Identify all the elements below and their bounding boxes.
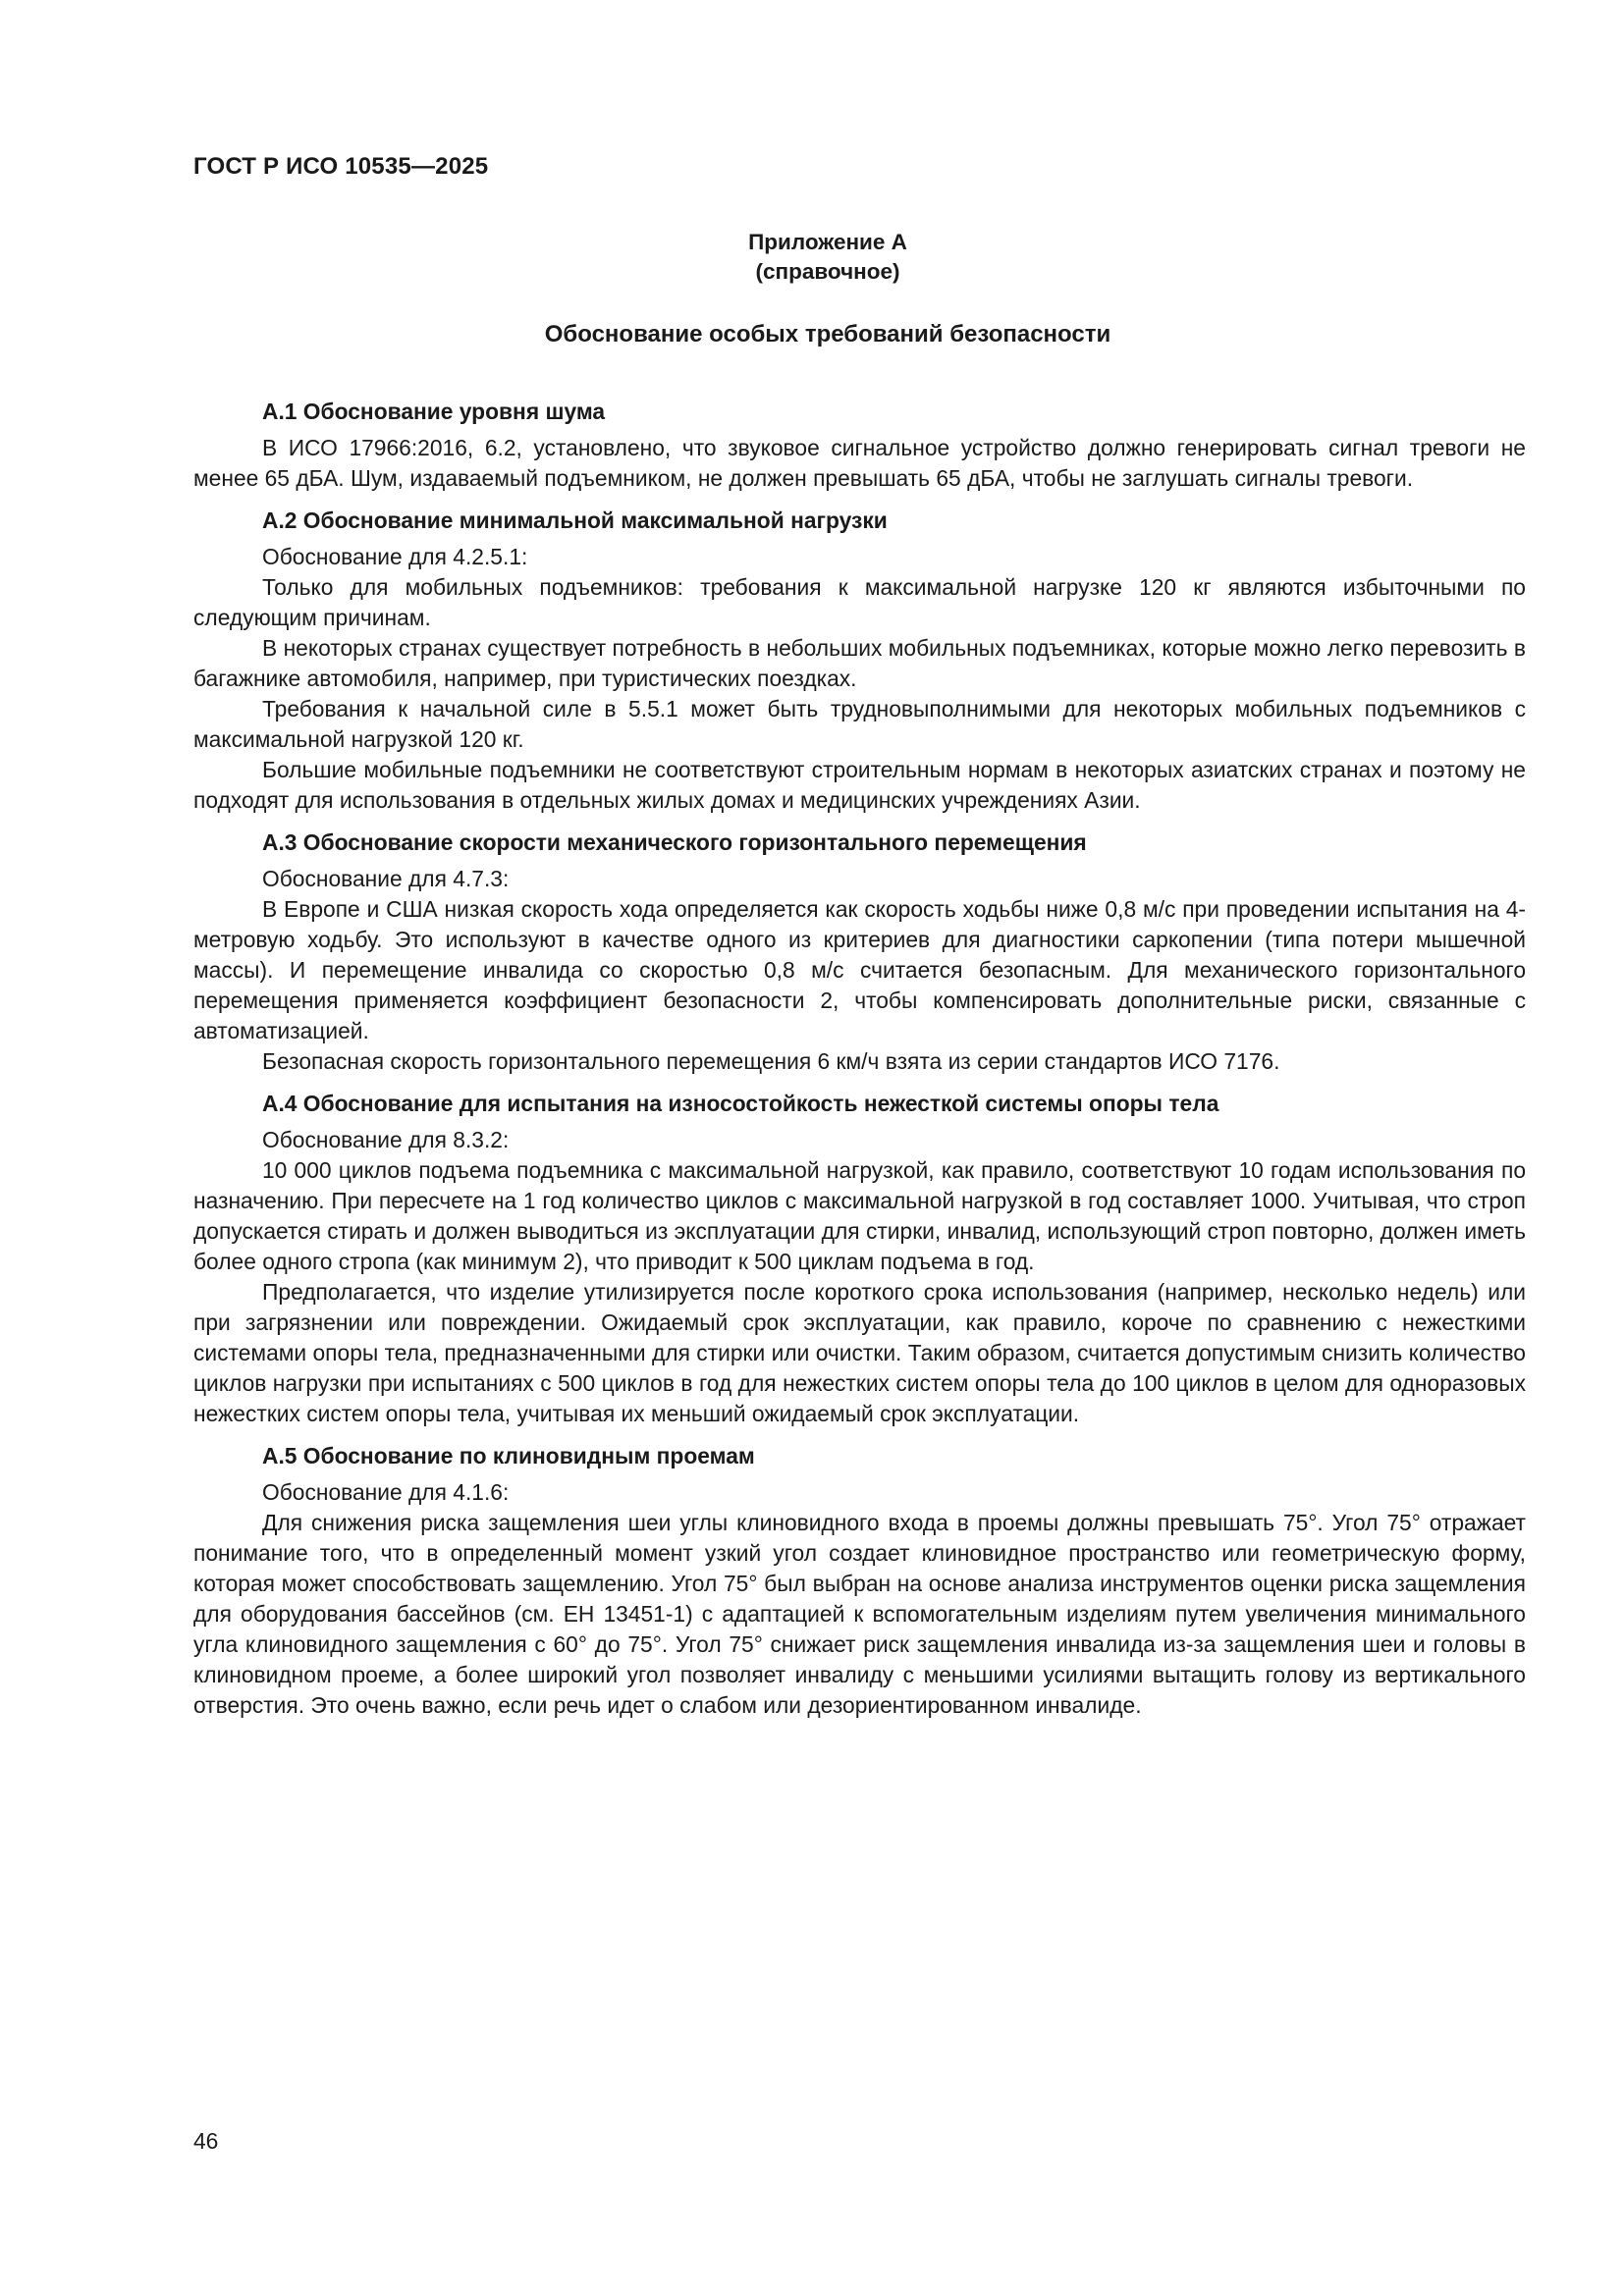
document-body xyxy=(193,397,1526,1721)
paragraph: Безопасная скорость горизонтального перемещения 6 км/ч взята из серии стандартов ИСО 7176. xyxy=(262,1048,1280,1074)
section-a2 xyxy=(193,506,1526,816)
appendix-kind: (справочное) xyxy=(755,259,900,284)
paragraph: Обоснование для 4.2.5.1: xyxy=(262,544,528,569)
section-heading: А.1 Обоснование уровня шума xyxy=(262,399,606,424)
section-heading: А.4 Обоснование для испытания на износостойкость нежесткой системы опоры тела xyxy=(262,1091,1219,1116)
paragraph: Обоснование для 4.1.6: xyxy=(262,1479,510,1505)
paragraph: В некоторых странах существует потребность в небольших мобильных подъемниках, которые можно легко перевозить в багажнике автомобиля, например, при туристических поездках. xyxy=(193,635,1526,691)
section-heading: А.3 Обоснование скорости механического горизонтального перемещения xyxy=(262,829,1087,855)
section-heading: А.5 Обоснование по клиновидным проемам xyxy=(262,1443,755,1468)
section-a1 xyxy=(193,397,1526,494)
appendix-heading: Обоснование особых требований безопасности xyxy=(544,321,1111,347)
page-number: 46 xyxy=(193,2128,219,2154)
appendix-title: Приложение А xyxy=(748,230,907,254)
paragraph: Требования к начальной силе в 5.5.1 может быть трудновыполнимыми для некоторых мобильных подъемников с максимальной нагрузкой 120 кг. xyxy=(193,696,1526,752)
section-a3 xyxy=(193,828,1526,1077)
paragraph: В Европе и США низкая скорость хода определяется как скорость ходьбы ниже 0,8 м/с при проведении испытания на 4-метровую ходьбу. Это используют в качестве одного из критериев для диагностики саркопении (типа потери мышечной массы). И перемещение инвалида со скоростью 0,8 м/с считается безопасным. Для механического горизонтального перемещения применяется коэффициент безопасности 2, чтобы компенсировать дополнительные риски, связанные с автоматизацией. xyxy=(193,896,1526,1043)
paragraph: Для снижения риска защемления шеи углы клиновидного входа в проемы должны превышать 75°. Угол 75° отражает понимание того, что в определенный момент узкий угол создает клиновидное пространство или геометрическую форму, которая может способствовать защемлению. Угол 75° был выбран на основе анализа инструментов оценки риска защемления для оборудования бассейнов (см. ЕН 13451-1) с адаптацией к вспомогательным изделиям путем увеличения минимального угла клиновидного защемления с 60° до 75°. Угол 75° снижает риск защемления инвалида из-за защемления шеи и головы в клиновидном проеме, а более широкий угол позволяет инвалиду с меньшими усилиями вытащить голову из вертикального отверстия. Это очень важно, если речь идет о слабом или дезориентированном инвалиде. xyxy=(193,1510,1526,1718)
paragraph: В ИСО 17966:2016, 6.2, установлено, что звуковое сигнальное устройство должно генерировать сигнал тревоги не менее 65 дБА. Шум, издаваемый подъемником, не должен превышать 65 дБА, чтобы не заглушать сигналы тревоги. xyxy=(193,435,1526,491)
paragraph: Обоснование для 8.3.2: xyxy=(262,1127,510,1152)
paragraph: 10 000 циклов подъема подъемника с максимальной нагрузкой, как правило, соответствуют 10 годам использования по назначению. При пересчете на 1 год количество циклов с максимальной нагрузкой в год составляет 1000. Учитывая, что строп допускается стирать и должен выводиться из эксплуатации для стирки, инвалид, использующий строп повторно, должен иметь более одного стропа (как минимум 2), что приводит к 500 циклам подъема в год. xyxy=(193,1157,1526,1274)
paragraph: Большие мобильные подъемники не соответствуют строительным нормам в некоторых азиатских странах и поэтому не подходят для использования в отдельных жилых домах и медицинских учреждениях Азии. xyxy=(193,757,1526,813)
paragraph: Предполагается, что изделие утилизируется после короткого срока использования (например, несколько недель) или при загрязнении или повреждении. Ожидаемый срок эксплуатации, как правило, короче по сравнению с нежесткими системами опоры тела, предназначенными для стирки или очистки. Таким образом, считается допустимым снизить количество циклов нагрузки при испытаниях с 500 циклов в год для нежестких систем опоры тела до 100 циклов в целом для одноразовых нежестких систем опоры тела, учитывая их меньший ожидаемый срок эксплуатации. xyxy=(193,1279,1526,1426)
document-code: ГОСТ Р ИСО 10535—2025 xyxy=(193,153,489,180)
section-a4 xyxy=(193,1089,1526,1429)
paragraph: Только для мобильных подъемников: требования к максимальной нагрузке 120 кг являются избыточными по следующим причинам. xyxy=(193,574,1526,630)
paragraph: Обоснование для 4.7.3: xyxy=(262,866,510,891)
section-a5 xyxy=(193,1441,1526,1721)
section-heading: А.2 Обоснование минимальной максимальной нагрузки xyxy=(262,507,888,533)
